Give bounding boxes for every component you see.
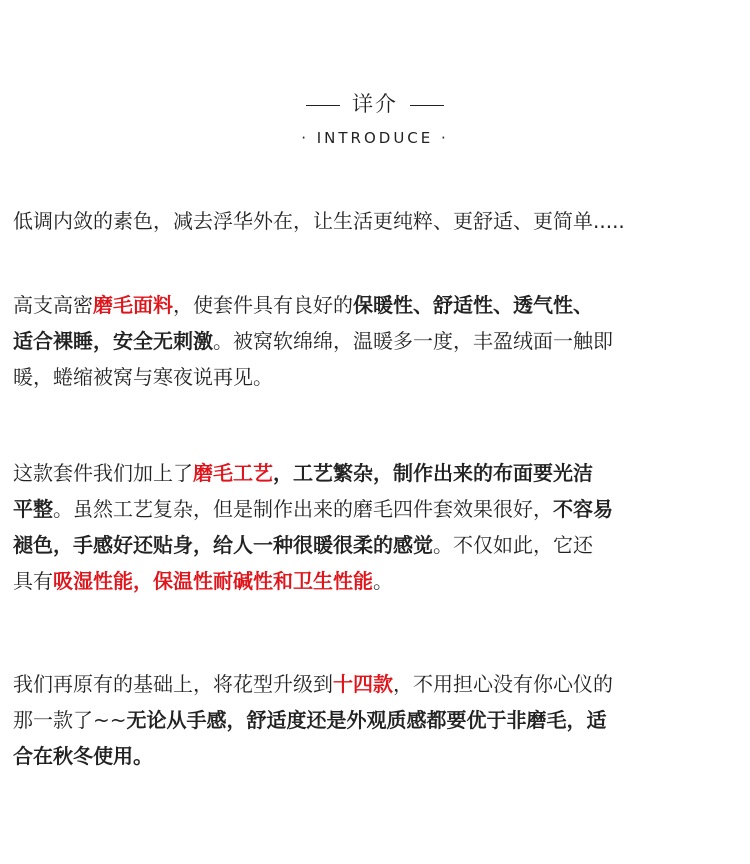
highlight-text: 磨毛面料: [93, 293, 173, 317]
paragraph-fabric: [13, 287, 741, 395]
paragraph-intro: [13, 203, 741, 239]
section-title: [0, 88, 750, 118]
body-text: 我们再原有的基础上，将花型升级到: [13, 672, 333, 696]
text-line: [13, 323, 741, 359]
highlight-text: 十四款: [333, 672, 393, 696]
body-text: 这款套件我们加上了: [13, 461, 193, 485]
bold-text: 平整: [13, 497, 53, 521]
body-text: 。不仅如此，它还: [433, 533, 593, 557]
text-line: [13, 455, 741, 491]
body-text: 暖，蜷缩被窝与寒夜说再见。: [13, 365, 273, 389]
text-line: [13, 491, 741, 527]
body-text: 具有: [13, 569, 53, 593]
text-line: [13, 666, 741, 702]
text-line: [13, 563, 741, 599]
body-text: 。: [373, 569, 393, 593]
bold-text: 适合裸睡，安全无刺激: [13, 329, 213, 353]
bold-text: 褪色，手感好还贴身，给人一种很暖很柔的感觉: [13, 533, 433, 557]
body-text: 高支高密: [13, 293, 93, 317]
body-text: 那一款了~~: [13, 708, 127, 732]
bold-text: 无论从手感，舒适度还是外观质感都要优于非磨毛，适: [126, 708, 607, 732]
title-left-rule: [306, 105, 340, 106]
title-right-rule: [410, 105, 444, 106]
body-text: ，使套件具有良好的: [173, 293, 353, 317]
bold-text: 保暖性、舒适性、透气性、: [353, 293, 593, 317]
body-text: 。被窝软绵绵，温暖多一度，丰盈绒面一触即: [213, 329, 613, 353]
bold-text: 不容易: [553, 497, 613, 521]
section-subtitle: · INTRODUCE ·: [301, 129, 449, 147]
body-text: 。虽然工艺复杂，但是制作出来的磨毛四件套效果很好，: [53, 497, 553, 521]
bold-text: 合在秋冬使用。: [13, 744, 153, 768]
text-line: [13, 527, 741, 563]
text-line: [13, 359, 741, 395]
bold-text: ，工艺繁杂，制作出来的布面要光洁: [273, 461, 593, 485]
highlight-text: 磨毛工艺: [193, 461, 273, 485]
text-line: [13, 203, 741, 239]
section-title-text: 详介: [352, 92, 398, 116]
paragraph-patterns: [13, 666, 741, 774]
body-text: 低调内敛的素色，减去浮华外在，让生活更纯粹、更舒适、更简单.....: [13, 209, 625, 233]
highlight-text: 吸湿性能，保温性耐碱性和卫生性能: [53, 569, 373, 593]
paragraph-craft: [13, 455, 741, 599]
text-line: [13, 738, 741, 774]
text-line: [13, 287, 741, 323]
text-line: [13, 702, 741, 738]
body-text: ，不用担心没有你心仪的: [393, 672, 613, 696]
